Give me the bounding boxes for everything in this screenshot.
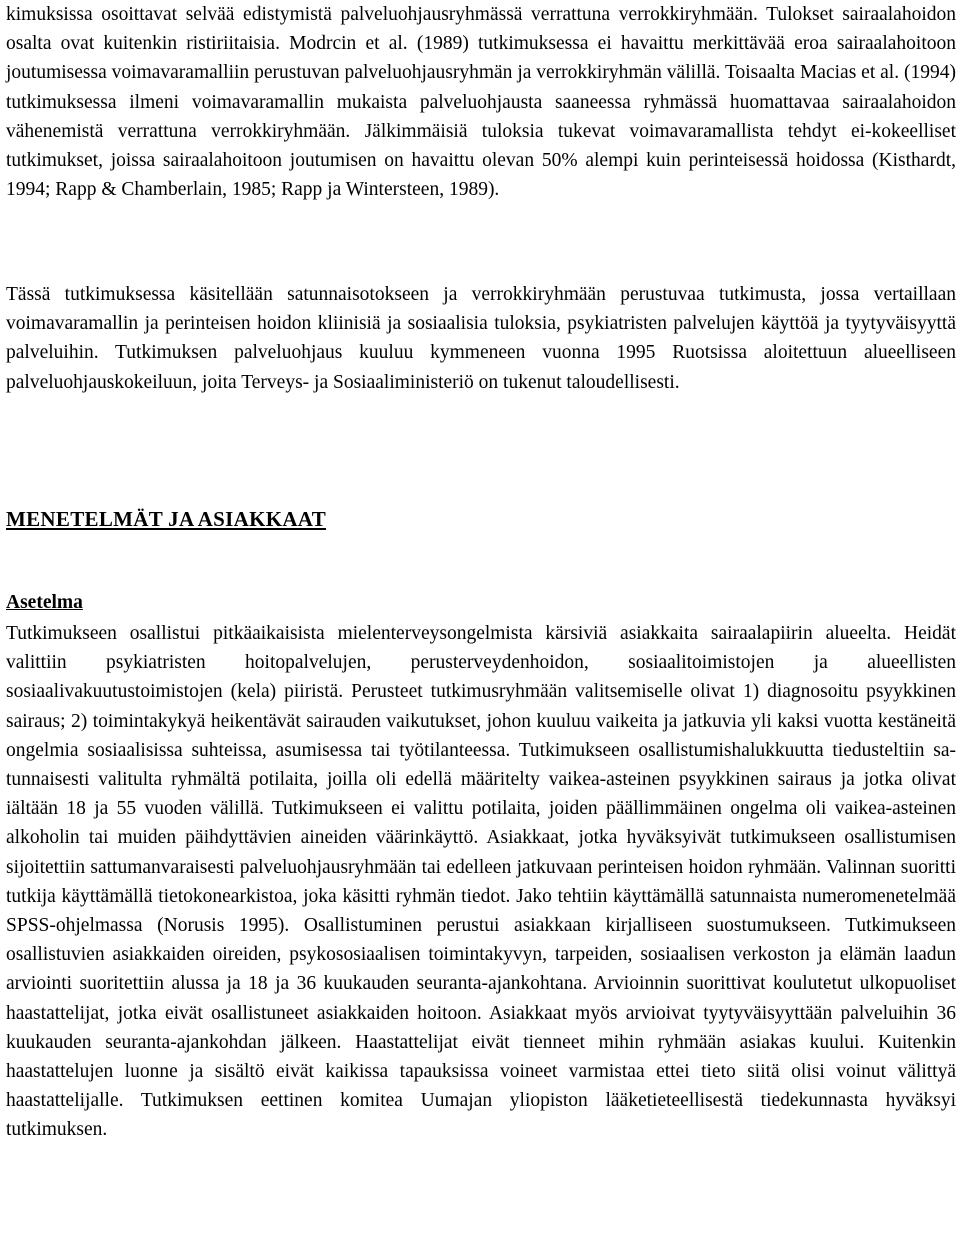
subheading: Asetelma <box>6 592 83 613</box>
paragraph-design: Tutkimukseen osallistui pitkäaikaisista mielenterveysongelmista kärsiviä asiakkaita sairaalapiirin alueelta. Heidät valittiin psykiatristen hoitopalvelujen, perusterveydenhoidon, sosiaalitoimistojen ja alueellisten sosiaalivakuutustoimistojen (kela) piiristä. Perusteet tutkimusryhmään valitsemiselle olivat 1) diagnosoitu psyykkinen sairaus; 2) toimintakykyä heikentävät sairauden vaikutukset, johon kuuluu vaikeita ja jatkuvia yli kaksi vuotta kestäneitä ongelmia sosiaalisissa suhteissa, asumisessa tai työtilanteessa. Tutkimukseen osallistumishalukkuutta tiedusteltiin satunnaisesti valitulta ryhmältä potilaita, joilla oli edellä määritelty vaikea-asteinen psyykkinen sairaus ja jotka olivat iältään 18 ja 55 vuoden välillä. Tutkimukseen ei valittu potilaita, joiden päällimmäinen ongelma oli vaikea-asteinen alkoholin tai muiden päihdyttävien aineiden väärinkäyttö. Asiakkaat, jotka hyväksyivät tutkimukseen osallistumisen sijoitettiin sattumanvaraisesti palveluohjausryhmään tai edelleen jatkuvaan perinteisen hoidon ryhmään. Valinnan suoritti tutkija käyttämällä tietokonearkistoa, joka käsitti ryhmän tiedot. Jako tehtiin käyttämällä satunnaista numeromenetelmää SPSS-ohjelmassa (Norusis 1995). Osallistuminen perustui asiakkaan kirjalliseen suostumukseen. Tutkimukseen osallistuvien asiakkaiden oireiden, psykososiaalisen toimintakyvyn, tarpeiden, sosiaalisen verkoston ja elämän laadun arviointi suoritettiin alussa ja 18 ja 36 kuukauden seuranta-ajankohtana. Arvioinnin suorittivat koulutetut ulkopuoliset haastattelijat, jotka eivät osallistuneet asiakkaiden hoitoon. Asiakkaat myös arvioivat tyytyväisyyttään palveluihin 36 kuukauden seuranta-ajankohdan jälkeen. Haastattelijat eivät tienneet mihin ryhmään asiakas kuului. Kuitenkin haastattelujen luonne ja sisältö eivät kaikissa tapauksissa voineet varmistaa ettei tieto siitä olisi voinut välittyä haastattelijalle. Tutkimuksen eettinen komitea Uumajan yliopiston lääketieteellisestä tiedekunnasta hyväksyi tutkimuksen. <box>6 623 956 1141</box>
paragraph-study-intro: Tässä tutkimuksessa käsitellään satunnaisotokseen ja verrokkiryhmään perustuvaa tutkimusta, jossa vertaillaan voimavaramallin ja perinteisen hoidon kliinisiä ja sosiaalisia tuloksia, psykiatristen palvelujen käyttöä ja tyytyväisyyttä palveluihin. Tutkimuksen palveluohjaus kuuluu kymmeneen vuonna 1995 Ruotsissa aloitettuun alueelliseen palveluohjauskokeiluun, joita Terveys- ja Sosiaaliministeriö on tukenut taloudellisesti. <box>6 284 956 393</box>
section-heading: MENETELMÄT JA ASIAKKAAT <box>6 507 327 531</box>
paragraph-results-review: kimuksissa osoittavat selvää edistymistä palveluohjausryhmässä verrattuna verrokkiryhmään. Tulokset sairaalahoidon osalta ovat kuitenkin ristiriitaisia. Modrcin et al. (1989) tutkimuksessa ei havaittu merkittävää eroa sairaalahoitoon joutumisessa voimavaramalliin perustuvan palveluohjausryhmän ja verrokkiryhmän välillä. Toisaalta Macias et al. (1994) tutkimuksessa ilmeni voimavaramallin mukaista palveluohjausta saaneessa ryhmässä huomattavaa sairaalahoidon vähenemistä verrattuna verrokkiryhmään. Jälkimmäisiä tuloksia tukevat voimavaramallista tehdyt ei-kokeelliset tutkimukset, joissa sairaalahoitoon joutumisen on havaittu olevan 50% alempi kuin perinteisessä hoidossa (Kisthardt, 1994; Rapp & Chamberlain, 1985; Rapp ja Wintersteen, 1989). <box>6 4 956 201</box>
